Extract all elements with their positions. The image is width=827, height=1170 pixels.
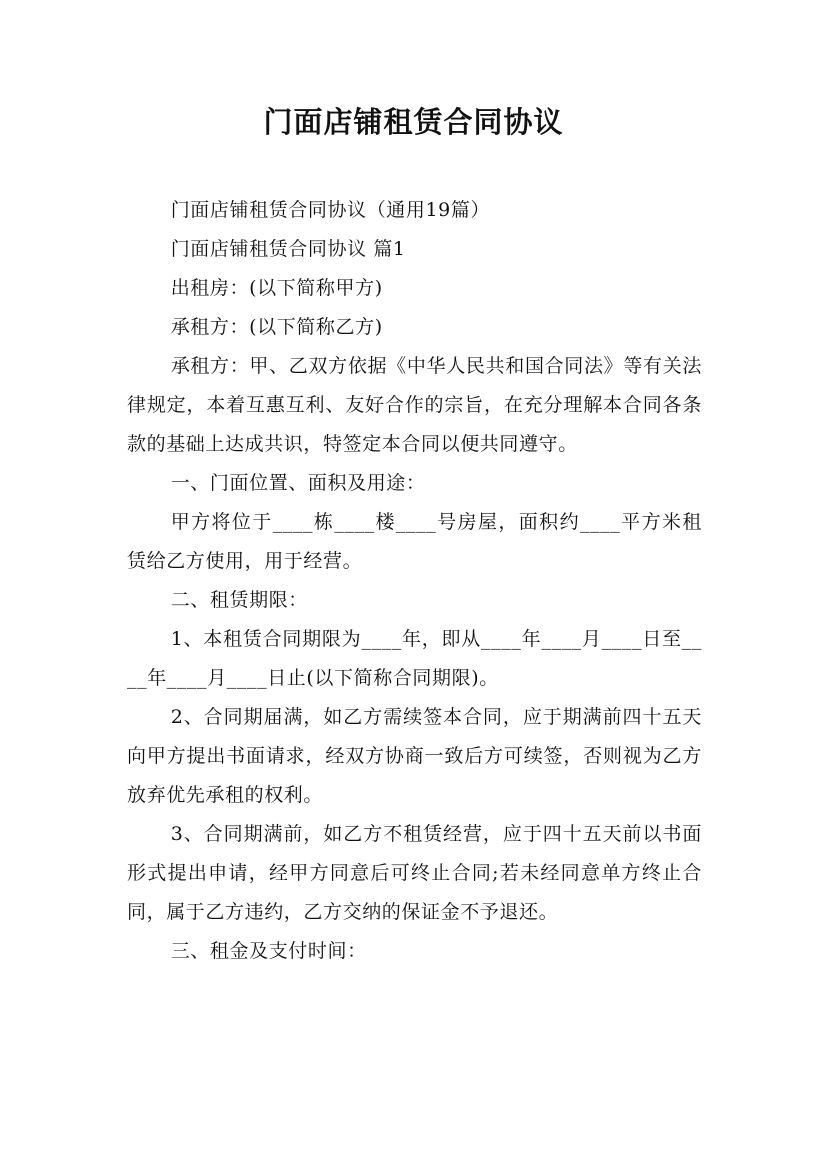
document-body: [127, 191, 702, 971]
paragraph-collection-title: 门面店铺租赁合同协议（通用19篇）: [170, 199, 491, 221]
paragraph-lessor: 出租房：(以下简称甲方): [170, 277, 383, 299]
paragraph-term-1: 1、本租赁合同期限为____年，即从____年____月____日至____年____月____日止(以下简称合同期限)。: [127, 628, 702, 689]
paragraph-term-2: 2、合同期届满，如乙方需续签本合同，应于期满前四十五天向甲方提出书面请求，经双方协商一致后方可续签，否则视为乙方放弃优先承租的权利。: [127, 706, 702, 806]
paragraph-preamble: 承租方：甲、乙双方依据《中华人民共和国合同法》等有关法律规定，本着互惠互利、友好合作的宗旨，在充分理解本合同各条款的基础上达成共识，特签定本合同以便共同遵守。: [127, 355, 702, 455]
section-heading-location: 一、门面位置、面积及用途：: [170, 472, 426, 494]
paragraph-term-3: 3、合同期满前，如乙方不租赁经营，应于四十五天前以书面形式提出申请，经甲方同意后可终止合同;若未经同意单方终止合同，属于乙方违约，乙方交纳的保证金不予退还。: [127, 823, 702, 923]
paragraph-location-detail: 甲方将位于____栋____楼____号房屋，面积约____平方米租赁给乙方使用，用于经营。: [127, 511, 702, 572]
section-heading-rent: 三、租金及支付时间：: [170, 940, 367, 962]
paragraph-lessee: 承租方：(以下简称乙方): [170, 316, 383, 338]
section-heading-term: 二、租赁期限：: [170, 589, 308, 611]
paragraph-article-heading: 门面店铺租赁合同协议 篇1: [170, 238, 406, 260]
document-title: 门面店铺租赁合同协议: [263, 105, 564, 139]
